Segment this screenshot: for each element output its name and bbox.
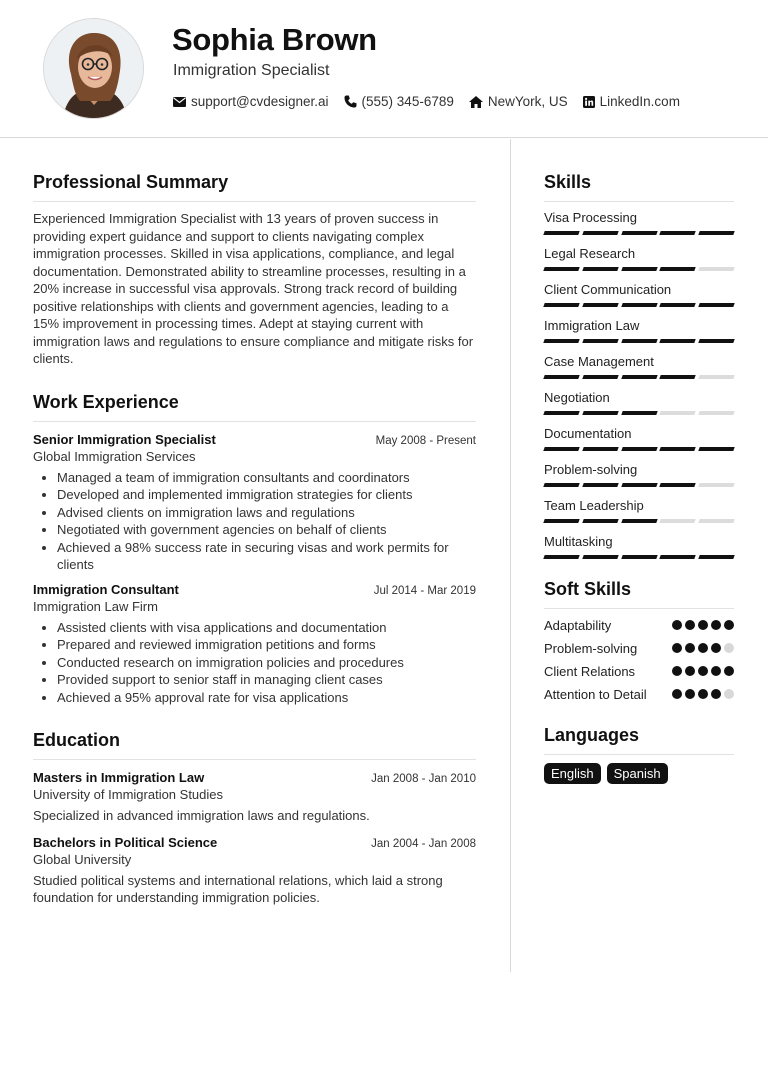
contact-location [469,94,568,109]
contact-list [173,94,680,109]
skill-level-bar [544,483,734,487]
skill-level-segment [621,231,657,235]
skill-level-segment [543,231,579,235]
skill-level-bar [544,339,734,343]
skill-name: Documentation [544,426,632,441]
contact-email[interactable] [173,94,329,109]
skill-item [544,498,734,523]
skill-level-segment [660,447,696,451]
main-column [33,138,476,907]
skill-level-segment [582,411,618,415]
soft-skills-section [544,579,734,703]
skill-item [544,462,734,487]
rating-dot [698,620,708,630]
rating-dot [724,666,734,676]
education-description: Studied political systems and international relations, which laid a strong foundation for understanding immigration policies. [33,872,443,905]
languages-section [544,725,734,784]
skill-level-segment [660,555,696,559]
skill-level-bar [544,411,734,415]
job-bullet: • Advised clients on immigration laws and regulations [57,504,476,522]
degree-title: Masters in Immigration Law [33,770,205,785]
skill-level-segment [543,303,579,307]
soft-skill-item [544,663,734,680]
contact-location-text: NewYork, US [487,94,568,109]
skill-level-segment [582,231,618,235]
soft-skills-heading: Soft Skills [544,579,734,609]
rating-dot [711,689,721,699]
soft-skill-name: Attention to Detail [544,687,647,702]
education-heading: Education [33,730,476,760]
skill-item [544,246,734,271]
skill-level-segment [621,555,657,559]
rating-dot [698,689,708,699]
contact-phone[interactable] [344,94,454,109]
job-title: Senior Immigration Specialist [33,431,216,447]
education-description: Specialized in advanced immigration laws and regulations. [33,808,370,823]
skill-level-segment [582,339,618,343]
home-icon [469,96,483,108]
job-bullet: • Managed a team of immigration consultants and coordinators [57,469,476,487]
education-date: Jan 2004 - Jan 2008 [371,837,476,850]
skill-level-bar [544,375,734,379]
skill-level-segment [621,447,657,451]
contact-linkedin[interactable] [583,94,680,109]
skill-level-segment [543,339,579,343]
skill-level-segment [582,555,618,559]
profile-photo [43,18,144,119]
skill-level-segment [698,339,734,343]
rating-dot [724,689,734,699]
skill-item [544,534,734,559]
rating-dot [724,620,734,630]
soft-skill-rating [672,689,734,699]
languages-heading: Languages [544,725,734,755]
skill-level-segment [621,375,657,379]
skill-level-segment [660,375,696,379]
skill-level-segment [621,519,657,523]
skill-level-segment [698,267,734,271]
skill-name: Immigration Law [544,318,640,333]
contact-phone-text: (555) 345-6789 [361,94,454,109]
job-bullets [57,619,476,707]
skill-level-bar [544,303,734,307]
skill-level-segment [543,483,579,487]
skill-name: Legal Research [544,246,636,261]
school-name: University of Immigration Studies [33,787,224,802]
skill-level-bar [544,267,734,271]
skills-heading: Skills [544,172,734,202]
skill-level-segment [582,303,618,307]
resume-header [0,0,768,138]
skill-level-segment [698,519,734,523]
job-bullet: • Provided support to senior staff in managing client cases [57,671,476,689]
skill-level-segment [660,519,696,523]
skill-level-segment [698,303,734,307]
skill-level-segment [621,411,657,415]
envelope-icon [173,97,186,107]
soft-skill-rating [672,643,734,653]
soft-skill-item [544,686,734,703]
job-organization: Immigration Law Firm [33,598,158,614]
education-date: Jan 2008 - Jan 2010 [371,773,476,785]
language-tag: English [544,763,601,784]
summary-text: Experienced Immigration Specialist with 13 years of proven success in providing expert guidance and support to clients navigating complex immigration processes. Skilled in visa applications, compliance, and legal documentation. Demonstrated ability to streamline processes, resulting in a 20% increase in successful visa approvals. Strong track record of building positive relationships with clients and government agencies, leading to a 15% improvement in processing times. Adept at staying current with immigration laws and regulations to ensure compliance and mitigate risks for clients. [33,211,474,366]
job-bullets [57,469,476,574]
job-bullet: • Achieved a 98% success rate in securing visas and work permits for clients [57,539,476,574]
job-entry [33,432,476,574]
skill-name: Team Leadership [544,498,644,513]
rating-dot [672,689,682,699]
rating-dot [685,620,695,630]
contact-email-text: support@cvdesigner.ai [191,94,329,109]
skill-level-segment [660,231,696,235]
skill-level-segment [543,411,579,415]
skill-name: Visa Processing [544,210,637,225]
skill-level-segment [660,303,696,307]
job-bullet: • Assisted clients with visa applications and documentation [57,619,476,637]
languages-list [544,763,734,784]
skill-level-segment [660,339,696,343]
skill-level-segment [621,303,657,307]
soft-skills-list [544,617,734,703]
skill-level-segment [543,555,579,559]
linkedin-icon [583,96,595,108]
column-divider [510,139,511,972]
job-date: May 2008 - Present [375,434,476,447]
skill-level-segment [621,483,657,487]
skill-level-segment [698,411,734,415]
soft-skill-name: Client Relations [544,664,636,679]
degree-title: Bachelors in Political Science [33,834,218,850]
skill-level-segment [660,411,696,415]
soft-skill-rating [672,620,734,630]
skill-level-segment [582,267,618,271]
skill-level-segment [698,231,734,235]
skill-item [544,318,734,343]
skill-level-segment [543,519,579,523]
job-title: Immigration Consultant [33,581,179,597]
skill-level-segment [582,483,618,487]
skill-item [544,426,734,451]
job-bullet: • Prepared and reviewed immigration petitions and forms [57,636,476,654]
rating-dot [711,620,721,630]
skill-item [544,282,734,307]
skill-item [544,354,734,379]
job-organization: Global Immigration Services [33,448,196,464]
skill-level-bar [544,519,734,523]
rating-dot [698,643,708,653]
skill-level-segment [582,447,618,451]
phone-icon [344,95,357,108]
skill-item [544,210,734,235]
skill-level-segment [621,339,657,343]
sidebar-column [544,138,734,784]
soft-skill-name: Problem-solving [544,641,638,656]
rating-dot [711,643,721,653]
skill-name: Multitasking [544,534,613,549]
language-tag: Spanish [607,763,668,784]
skill-level-segment [582,519,618,523]
experience-section [33,392,476,707]
skill-level-segment [582,375,618,379]
candidate-name: Sophia Brown [172,22,377,57]
experience-heading: Work Experience [33,392,476,422]
rating-dot [672,620,682,630]
skill-level-segment [543,267,579,271]
school-name: Global University [33,851,132,867]
skill-level-segment [660,267,696,271]
skill-level-segment [698,375,734,379]
rating-dot [685,643,695,653]
education-entry [33,770,476,825]
job-date: Jul 2014 - Mar 2019 [373,584,476,597]
skill-level-bar [544,447,734,451]
rating-dot [672,643,682,653]
skills-list [544,210,734,559]
job-bullet: • Achieved a 95% approval rate for visa applications [57,689,476,707]
summary-heading: Professional Summary [33,172,476,202]
job-bullet: • Negotiated with government agencies on behalf of clients [57,521,476,539]
skill-level-segment [543,447,579,451]
skill-level-segment [698,447,734,451]
soft-skill-item [544,617,734,634]
rating-dot [698,666,708,676]
skill-level-segment [543,375,579,379]
contact-linkedin-text: LinkedIn.com [599,94,680,109]
skill-item [544,390,734,415]
skill-name: Negotiation [544,390,610,405]
education-section [33,730,476,907]
skills-section [544,172,734,559]
education-entry [33,835,476,907]
rating-dot [672,666,682,676]
soft-skill-rating [672,666,734,676]
rating-dot [685,689,695,699]
job-bullet: • Conducted research on immigration policies and procedures [57,654,476,672]
candidate-title: Immigration Specialist [173,62,330,79]
rating-dot [711,666,721,676]
profile-photo-illustration [44,19,144,119]
job-entry [33,582,476,707]
summary-section [33,172,476,368]
skill-name: Case Management [544,354,654,369]
skill-level-bar [544,555,734,559]
skill-level-segment [660,483,696,487]
skill-level-segment [698,483,734,487]
skill-name: Problem-solving [544,462,638,477]
skill-level-segment [698,555,734,559]
soft-skill-name: Adaptability [544,618,612,633]
skill-level-segment [621,267,657,271]
skill-name: Client Communication [544,282,672,297]
rating-dot [724,643,734,653]
soft-skill-item [544,640,734,657]
job-bullet: • Developed and implemented immigration strategies for clients [57,486,476,504]
skill-level-bar [544,231,734,235]
rating-dot [685,666,695,676]
